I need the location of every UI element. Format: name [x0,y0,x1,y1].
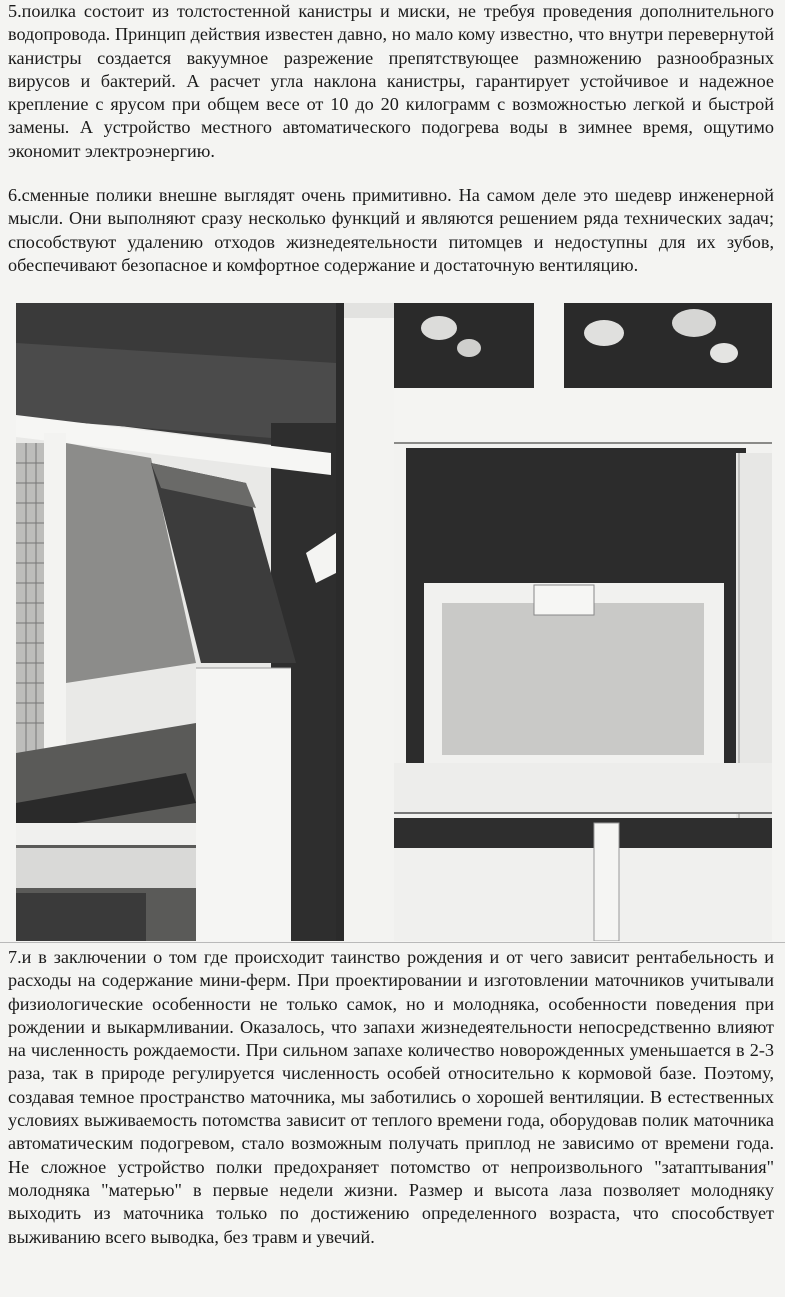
paragraph-6: 6.сменные полики внешне выглядят очень примитивно. На самом деле это шедевр инженерной мысли. Они выполняют сразу несколько функций и являются решением ряда технических задач; способствуют удалению отходов жизнедеятельности питомцев и недоступны для их зубов, обеспечивают безопасное и комфортное содержание и достаточную вентиляцию. [8,185,774,275]
photo-removable-floor [394,303,772,941]
paragraph-7: 7.и в заключении о том где происходит таинство рождения и от чего зависит рентабельность и расходы на содержание мини-ферм. При проектировании и изготовлении маточников учитывали физиологические особенности не только самок, но и молодняка, особенности поведения при рождении и выкармливании. Оказалось, что запахи жизнедеятельности непосредственно влияют на численность рождаемости. При сильном запахе количество новорожденных уменьшается в 2-3 раза, так в природе регулируется численность особей относительно к кормовой базе. Поэтому, создавая темное пространство маточника, мы заботились о хорошей вентиляции. В естественных условиях выживаемость потомства зависит от теплого времени года, оборудовав полик маточника автоматическим подогревом, стало возможным получать приплод не зависимо от времени года. Не сложное устройство полки предохраняет потомство от непроизвольного "затаптывания" молодняка "матерью" в первые недели жизни. Размер и высота лаза позволяет молодняку выходить из маточника только по достижению определенного возраста, что способствует выживанию всего выводка, без травм и увечий. [8,947,774,1247]
section-rule [0,942,785,943]
paragraph-5: 5.поилка состоит из толстостенной канистры и миски, не требуя проведения дополнительного водопровода. Принцип действия известен давно, но мало кому известно, что внутри перевернутой канистры создается вакуумное разрежение препятствующее размножению разнообразных вирусов и бактерий. А расчет угла наклона канистры, гарантирует устойчивое и надежное крепление с ярусом при общем весе от 10 до 20 килограмм с возможностью легкой и быстрой замены. А устройство местного автоматического подогрева воды в зимнее время, ощутимо экономит электроэнергию. [8,1,774,161]
photo-divider [336,303,394,941]
photo-water-bowl-canister [16,303,336,941]
